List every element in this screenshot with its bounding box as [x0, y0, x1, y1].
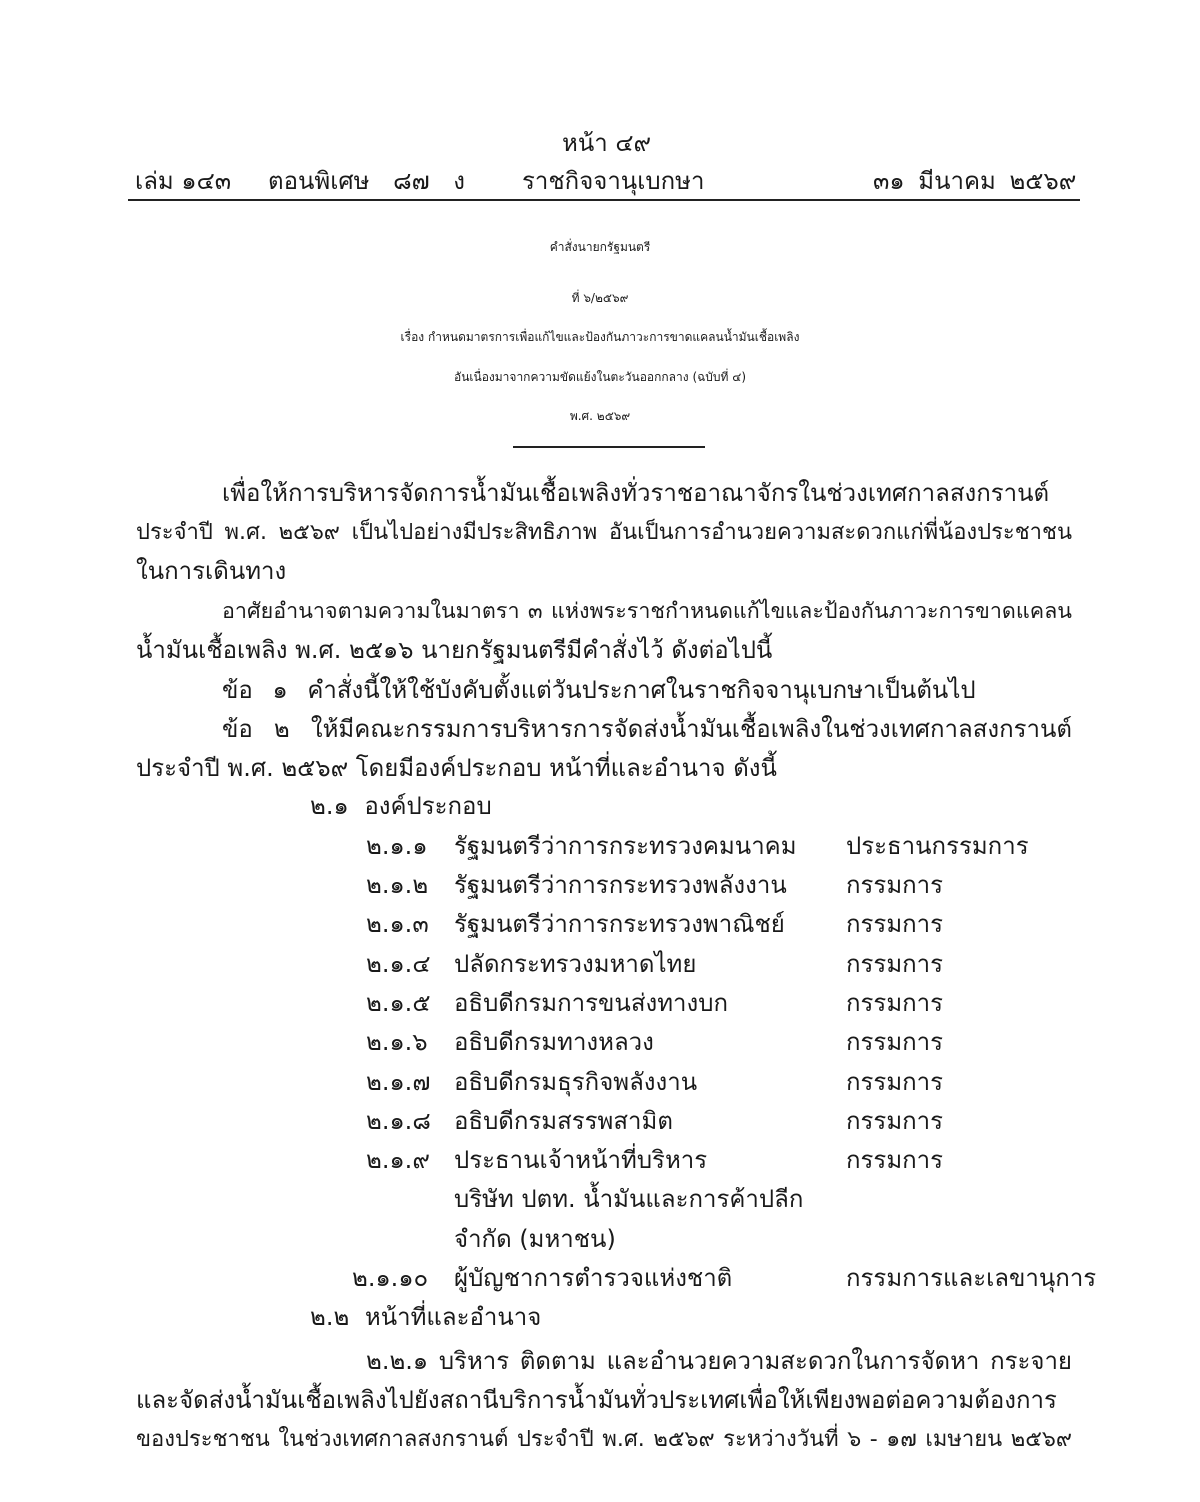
- member-role: กรรมการ: [846, 910, 944, 938]
- member-role: กรรมการ: [846, 1146, 944, 1174]
- member-number: ๒.๑.๕: [366, 989, 431, 1017]
- member-number: ๒.๑.๔: [366, 950, 431, 978]
- member-name: อธิบดีกรมสรรพสามิต: [454, 1107, 673, 1135]
- member-role: กรรมการและเลขานุการ: [846, 1264, 1097, 1292]
- para2-line2: น้ำมันเชื้อเพลิง พ.ศ. ๒๕๑๖ นายกรัฐมนตรีมีคำสั่งไว้ ดังต่อไปนี้: [136, 636, 773, 664]
- publish-date: ๓๑ มีนาคม ๒๕๖๙: [873, 167, 1077, 195]
- issue-number: ตอนพิเศษ ๘๗ ง: [268, 167, 466, 195]
- member-number: ๒.๑.๑๐: [352, 1264, 429, 1292]
- member-name: รัฐมนตรีว่าการกระทรวงคมนาคม: [454, 832, 797, 860]
- member-number: ๒.๑.๗: [366, 1068, 431, 1096]
- document-year: พ.ศ. ๒๕๖๙: [569, 409, 631, 423]
- para1-line2: ประจำปี พ.ศ. ๒๕๖๙ เป็นไปอย่างมีประสิทธิภาพ อันเป็นการอำนวยความสะดวกแก่พี่น้องประชาชน: [136, 520, 1072, 545]
- member-number: ๒.๑.๑: [366, 832, 428, 860]
- gazette-name: ราชกิจจานุเบกษา: [522, 167, 705, 195]
- document-number: ที่ ๖/๒๕๖๙: [571, 291, 629, 305]
- member-role: กรรมการ: [846, 1107, 944, 1135]
- para1-line3: ในการเดินทาง: [136, 557, 287, 585]
- member-number: ๒.๑.๓: [366, 910, 429, 938]
- member-name: อธิบดีกรมการขนส่งทางบก: [454, 989, 728, 1017]
- page-number: หน้า ๔๙: [562, 129, 652, 157]
- clause-2-line1: ข้อ ๒ ให้มีคณะกรรมการบริหารการจัดส่งน้ำมันเชื้อเพลิงในช่วงเทศกาลสงกรานต์: [222, 715, 1072, 743]
- member-name: ผู้บัญชาการตำรวจแห่งชาติ: [454, 1264, 733, 1292]
- document-title: คำสั่งนายกรัฐมนตรี: [549, 240, 651, 254]
- member-role: กรรมการ: [846, 1028, 944, 1056]
- member-role: ประธานกรรมการ: [846, 832, 1029, 860]
- member-role: กรรมการ: [846, 989, 944, 1017]
- member-name: อธิบดีกรมธุรกิจพลังงาน: [454, 1068, 698, 1096]
- member-role: กรรมการ: [846, 1068, 944, 1096]
- member-number: ๒.๑.๒: [366, 871, 429, 899]
- title-rule: [513, 446, 705, 448]
- duty-1-line3: ของประชาชน ในช่วงเทศกาลสงกรานต์ ประจำปี พ.ศ. ๒๕๖๙ ระหว่างวันที่ ๖ - ๑๗ เมษายน ๒๕๖๙: [136, 1427, 1072, 1452]
- member-role: กรรมการ: [846, 871, 944, 899]
- member-number: ๒.๑.๖: [366, 1028, 428, 1056]
- subject-line-2: อันเนื่องมาจากความขัดแย้งในตะวันออกกลาง (ฉบับที่ ๔): [453, 370, 747, 384]
- clause-1: ข้อ ๑ คำสั่งนี้ให้ใช้บังคับตั้งแต่วันประกาศในราชกิจจานุเบกษาเป็นต้นไป: [222, 676, 976, 704]
- duty-1-line2: และจัดส่งน้ำมันเชื้อเพลิงไปยังสถานีบริการน้ำมันทั่วประเทศเพื่อให้เพียงพอต่อความต้องการ: [136, 1386, 1057, 1414]
- member-name: รัฐมนตรีว่าการกระทรวงพาณิชย์: [454, 910, 785, 938]
- member-name: อธิบดีกรมทางหลวง: [454, 1028, 654, 1056]
- member-number: ๒.๑.๙: [366, 1146, 430, 1174]
- para1-line1: เพื่อให้การบริหารจัดการน้ำมันเชื้อเพลิงทั่วราชอาณาจักรในช่วงเทศกาลสงกรานต์: [222, 479, 1050, 507]
- member-number: ๒.๑.๘: [366, 1107, 431, 1135]
- volume-number: เล่ม ๑๔๓: [135, 167, 232, 195]
- para2-line1: อาศัยอำนาจตามความในมาตรา ๓ แห่งพระราชกำหนดแก้ไขและป้องกันภาวะการขาดแคลน: [222, 599, 1072, 624]
- member-name-continued: จำกัด (มหาชน): [454, 1225, 616, 1253]
- member-name: ประธานเจ้าหน้าที่บริหาร: [454, 1146, 708, 1174]
- member-name: ปลัดกระทรวงมหาดไทย: [454, 950, 697, 978]
- duty-1-line1: ๒.๒.๑ บริหาร ติดตาม และอำนวยความสะดวกในการจัดหา กระจาย: [366, 1347, 1072, 1375]
- section-2-2-heading: ๒.๒ หน้าที่และอำนาจ: [310, 1303, 542, 1331]
- member-name-continued: บริษัท ปตท. น้ำมันและการค้าปลีก: [454, 1185, 804, 1213]
- member-name: รัฐมนตรีว่าการกระทรวงพลังงาน: [454, 871, 787, 899]
- header-rule: [128, 199, 1080, 201]
- section-2-1-heading: ๒.๑ องค์ประกอบ: [310, 792, 492, 820]
- subject-line-1: เรื่อง กำหนดมาตรการเพื่อแก้ไขและป้องกันภาวะการขาดแคลนน้ำมันเชื้อเพลิง: [400, 330, 800, 344]
- clause-2-line2: ประจำปี พ.ศ. ๒๕๖๙ โดยมีองค์ประกอบ หน้าที่และอำนาจ ดังนี้: [136, 754, 777, 782]
- member-role: กรรมการ: [846, 950, 944, 978]
